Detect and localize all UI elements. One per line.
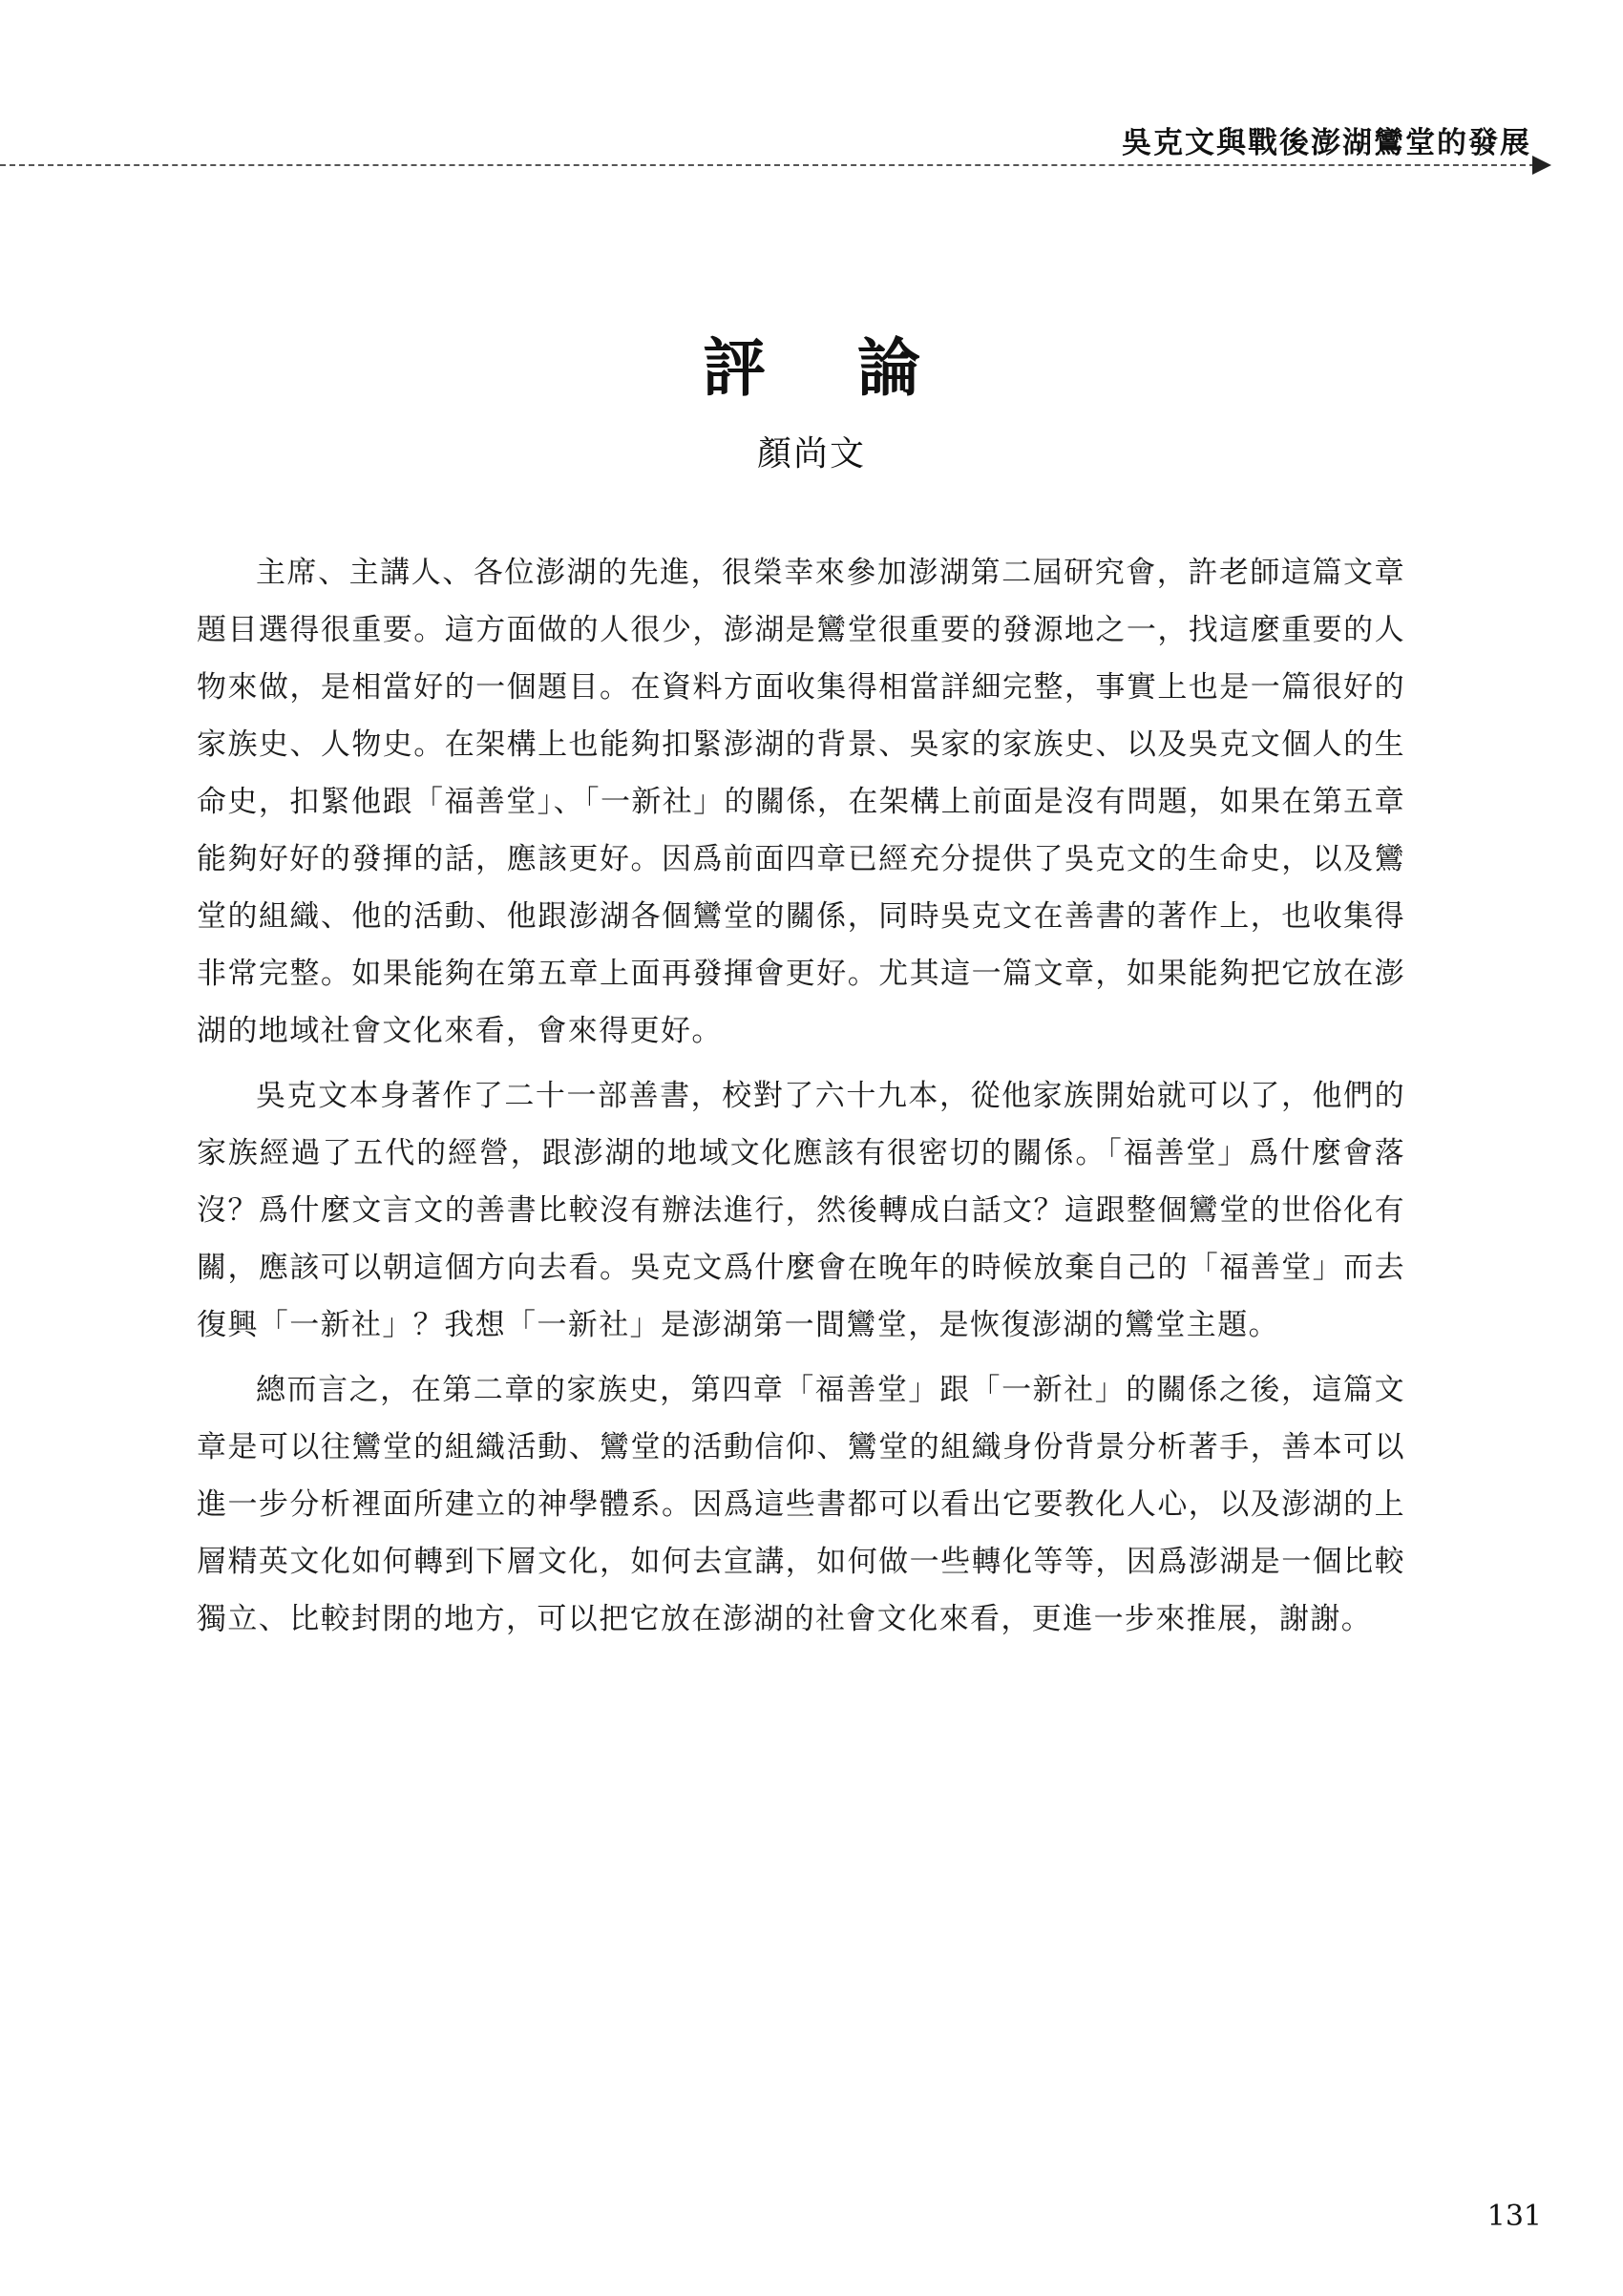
title-char-1: 評 xyxy=(703,330,766,405)
article-title xyxy=(0,329,1623,406)
page-number: 131 xyxy=(1486,2200,1542,2233)
arrow-right-icon xyxy=(1532,156,1551,175)
article-author: 顏尚文 xyxy=(756,434,866,474)
paragraph-2: 吳克文本身著作了二十一部善書，校對了六十九本，從他家族開始就可以了，他們的家族經過了五代的經營，跟澎湖的地域文化應該有很密切的關係。「福善堂」爲什麼會落沒？爲什麼文言文的善書比較沒有辦法進行，然後轉成白話文？這跟整個鸞堂的世俗化有關，應該可以朝這個方向去看。吳克文爲什麼會在晚年的時候放棄自己的「福善堂」而去復興「一新社」？我想「一新社」是澎湖第一間鸞堂，是恢復澎湖的鸞堂主題。 xyxy=(197,1079,1405,1342)
header-dashed-rule xyxy=(0,164,1535,166)
paragraph-1: 主席、主講人、各位澎湖的先進，很榮幸來參加澎湖第二屆研究會，許老師這篇文章題目選得很重要。這方面做的人很少，澎湖是鸞堂很重要的發源地之一，找這麼重要的人物來做，是相當好的一個題目。在資料方面收集得相當詳細完整，事實上也是一篇很好的家族史、人物史。在架構上也能夠扣緊澎湖的背景、吳家的家族史、以及吳克文個人的生命史，扣緊他跟「福善堂」、「一新社」的關係，在架構上前面是沒有問題，如果在第五章能夠好好的發揮的話，應該更好。因爲前面四章已經充分提供了吳克文的生命史，以及鸞堂的組織、他的活動、他跟澎湖各個鸞堂的關係，同時吳克文在善書的著作上，也收集得非常完整。如果能夠在第五章上面再發揮會更好。尤其這一篇文章，如果能夠把它放在澎湖的地域社會文化來看，會來得更好。 xyxy=(197,556,1405,1048)
title-char-2: 論 xyxy=(857,330,920,405)
article-body xyxy=(197,544,1405,1655)
running-header-title: 吳克文與戰後澎湖鸞堂的發展 xyxy=(1122,126,1531,160)
paragraph-3: 總而言之，在第二章的家族史，第四章「福善堂」跟「一新社」的關係之後，這篇文章是可以往鸞堂的組織活動、鸞堂的活動信仰、鸞堂的組織身份背景分析著手，善本可以進一步分析裡面所建立的神學體系。因爲這些書都可以看出它要教化人心，以及澎湖的上層精英文化如何轉到下層文化，如何去宣講，如何做一些轉化等等，因爲澎湖是一個比較獨立、比較封閉的地方，可以把它放在澎湖的社會文化來看，更進一步來推展，謝謝。 xyxy=(197,1373,1405,1636)
